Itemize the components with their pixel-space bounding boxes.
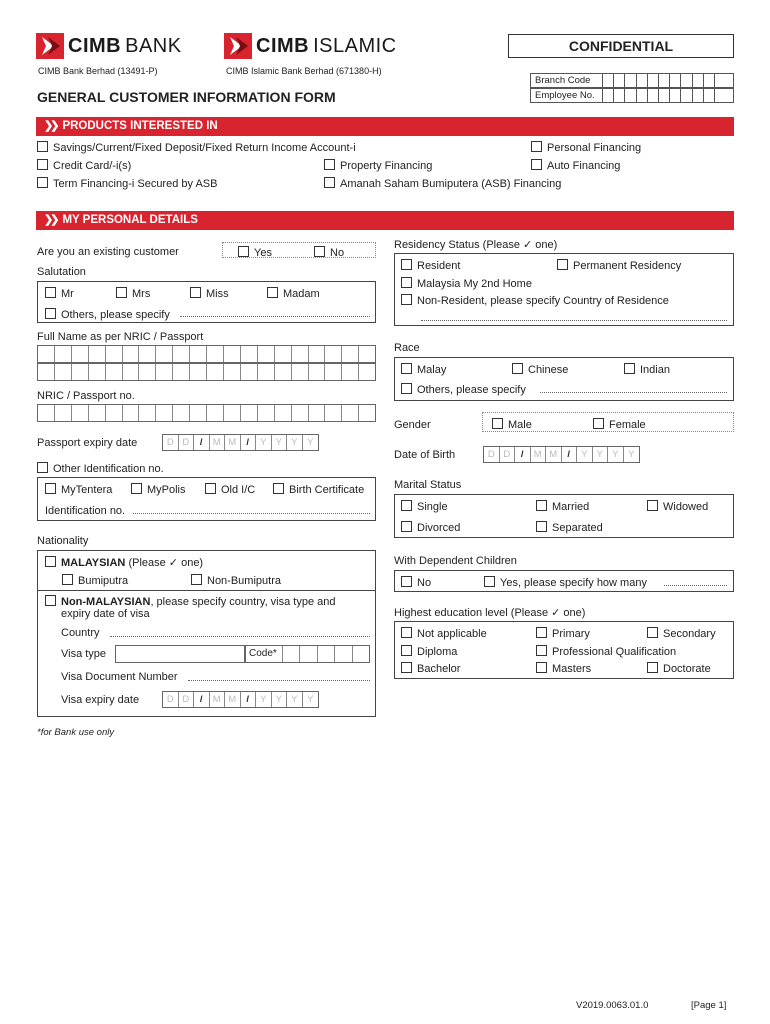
- non-malaysian-checkbox[interactable]: [45, 595, 336, 608]
- other-id-label: Other Identification no.: [53, 463, 164, 475]
- existing-customer-label: Are you an existing customer: [37, 246, 179, 258]
- race-others-checkbox[interactable]: [401, 383, 526, 396]
- date-cell: M: [546, 447, 562, 462]
- race-indian-checkbox[interactable]: [624, 363, 670, 376]
- other-id-checkbox[interactable]: [37, 462, 164, 475]
- marital-divorced-checkbox[interactable]: [401, 521, 460, 534]
- dob-label: Date of Birth: [394, 449, 456, 461]
- date-cell: Y: [307, 694, 314, 705]
- salutation-miss-checkbox[interactable]: [190, 287, 229, 300]
- date-cell: Y: [608, 447, 624, 462]
- marital-single-checkbox[interactable]: [401, 500, 448, 513]
- existing-no-checkbox[interactable]: [314, 246, 344, 259]
- nric-field[interactable]: [37, 404, 376, 422]
- branch-code-field[interactable]: [530, 73, 734, 88]
- gender-male-checkbox[interactable]: [492, 418, 532, 431]
- edu-item-label: Bachelor: [417, 663, 461, 675]
- dependent-count-line[interactable]: [664, 585, 727, 586]
- dependent-yes-checkbox[interactable]: [484, 576, 647, 589]
- personal-section-header: [36, 211, 734, 230]
- gender-female-checkbox[interactable]: [593, 418, 646, 431]
- edu-na-checkbox[interactable]: [401, 627, 487, 640]
- date-sep: /: [194, 692, 210, 707]
- visa-code-field[interactable]: [245, 645, 370, 663]
- dep-yes-label: Yes, please specify how many: [500, 577, 647, 589]
- passport-expiry-date[interactable]: [162, 434, 319, 451]
- edu-primary-checkbox[interactable]: [536, 627, 590, 640]
- passport-expiry-label: Passport expiry date: [37, 437, 138, 449]
- non-resident-label: Non-Resident, please specify Country of Residence: [417, 295, 669, 307]
- edu-item-label: Diploma: [417, 646, 458, 658]
- chevron-right-icon: ❯❯: [44, 120, 57, 132]
- date-cell: Y: [628, 449, 635, 460]
- salutation-label-item: Madam: [283, 288, 320, 300]
- date-cell: D: [163, 435, 179, 450]
- permanent-label: Permanent Residency: [573, 260, 682, 272]
- date-cell: Y: [256, 692, 272, 707]
- date-cell: M: [531, 447, 547, 462]
- date-cell: Y: [272, 435, 288, 450]
- id-type-label: MyPolis: [147, 484, 186, 496]
- branch-code-label: Branch Code: [531, 74, 603, 87]
- date-cell: M: [225, 435, 241, 450]
- product-checkbox-personal-financing[interactable]: [531, 141, 641, 154]
- full-name-label: Full Name as per NRIC / Passport: [37, 331, 204, 343]
- employee-no-field[interactable]: [530, 88, 734, 103]
- date-cell: D: [484, 447, 500, 462]
- visa-type-label: Visa type: [61, 648, 107, 660]
- salutation-label-item: Mrs: [132, 288, 151, 300]
- dep-no-label: No: [417, 577, 432, 589]
- edu-secondary-checkbox[interactable]: [647, 627, 716, 640]
- date-cell: M: [225, 692, 241, 707]
- edu-item-label: Secondary: [663, 628, 716, 640]
- marital-item-label: Married: [552, 501, 590, 513]
- date-cell: Y: [287, 435, 303, 450]
- product-checkbox-asb-financing[interactable]: [324, 177, 561, 190]
- employee-no-label: Employee No.: [531, 89, 603, 102]
- date-cell: D: [179, 435, 195, 450]
- marital-item-label: Separated: [552, 522, 603, 534]
- no-label: No: [330, 247, 345, 259]
- date-sep: /: [241, 435, 257, 450]
- non-bumiputra-label: Non-Bumiputra: [207, 575, 281, 587]
- marital-married-checkbox[interactable]: [536, 500, 589, 513]
- edu-masters-checkbox[interactable]: [536, 662, 591, 675]
- confidential-label: CONFIDENTIAL: [508, 34, 734, 58]
- product-label: Credit Card/-i(s): [53, 160, 132, 172]
- edu-item-label: Doctorate: [663, 663, 711, 675]
- dob-date[interactable]: [483, 446, 640, 463]
- salutation-label-item: Miss: [206, 288, 229, 300]
- marital-label: Marital Status: [394, 479, 462, 491]
- date-sep: /: [241, 692, 257, 707]
- product-checkbox-term-financing[interactable]: [37, 177, 217, 190]
- country-label: Country: [61, 627, 100, 639]
- personal-heading: MY PERSONAL DETAILS: [62, 214, 198, 226]
- edu-item-label: Primary: [552, 628, 590, 640]
- resident-checkbox[interactable]: [401, 259, 460, 272]
- id-type-label: Old I/C: [221, 484, 256, 496]
- salutation-madam-checkbox[interactable]: [267, 287, 320, 300]
- reg-cimb-islamic: CIMB Islamic Bank Berhad (671380-H): [226, 66, 382, 76]
- logo2-brand: CIMB: [256, 34, 310, 57]
- logo2-suffix: ISLAMIC: [313, 34, 397, 57]
- logo1-suffix: BANK: [125, 34, 182, 57]
- country-line[interactable]: [110, 636, 370, 637]
- education-label: Highest education level (Please ✓ one): [394, 607, 586, 619]
- visa-type-field[interactable]: [115, 645, 245, 663]
- resident-label: Resident: [417, 260, 461, 272]
- salutation-mr-checkbox[interactable]: [45, 287, 74, 300]
- id-type-label: MyTentera: [61, 484, 113, 496]
- product-label: Amanah Saham Bumiputera (ASB) Financing: [340, 178, 562, 190]
- male-label: Male: [508, 419, 532, 431]
- visa-expiry-label: Visa expiry date: [61, 694, 140, 706]
- edu-diploma-checkbox[interactable]: [401, 645, 457, 658]
- marital-item-label: Single: [417, 501, 448, 513]
- id-birth-cert-checkbox[interactable]: [273, 483, 364, 496]
- identification-no-line[interactable]: [133, 513, 370, 514]
- edu-doctorate-checkbox[interactable]: [647, 662, 711, 675]
- mm2h-label: Malaysia My 2nd Home: [417, 278, 532, 290]
- date-cell: Y: [272, 692, 288, 707]
- visa-doc-line[interactable]: [188, 680, 370, 681]
- cimb-logo-icon: [224, 33, 252, 59]
- version-label: V2019.0063.01.0: [576, 1000, 649, 1011]
- edu-bachelor-checkbox[interactable]: [401, 662, 460, 675]
- edu-item-label: Masters: [552, 663, 592, 675]
- dependent-label: With Dependent Children: [394, 555, 517, 567]
- date-cell: D: [500, 447, 516, 462]
- logo1-brand: CIMB: [68, 34, 122, 57]
- edu-item-label: Not applicable: [417, 628, 487, 640]
- visa-expiry-date[interactable]: [162, 691, 319, 708]
- edu-item-label: Professional Qualification: [552, 646, 677, 658]
- please-tick-label: (Please ✓ one): [128, 557, 204, 569]
- race-item-label: Indian: [640, 364, 670, 376]
- marital-item-label: Widowed: [663, 501, 709, 513]
- product-label: Term Financing-i Secured by ASB: [53, 178, 218, 190]
- country-residence-line[interactable]: [421, 320, 727, 321]
- date-cell: Y: [287, 692, 303, 707]
- female-label: Female: [609, 419, 646, 431]
- nric-label: NRIC / Passport no.: [37, 390, 135, 402]
- others-specify-label: Others, please specify: [61, 309, 170, 321]
- bank-use-note: *for Bank use only: [37, 727, 115, 738]
- gender-label: Gender: [394, 419, 431, 431]
- salutation-label: Salutation: [37, 266, 86, 278]
- malaysian-label: MALAYSIAN: [61, 557, 126, 569]
- id-type-label: Birth Certificate: [289, 484, 365, 496]
- salutation-label-item: Mr: [61, 288, 74, 300]
- product-checkbox-auto-financing[interactable]: [531, 159, 620, 172]
- existing-yes-checkbox[interactable]: [238, 246, 272, 259]
- date-cell: Y: [593, 447, 609, 462]
- race-others-label: Others, please specify: [417, 384, 526, 396]
- edu-professional-checkbox[interactable]: [536, 645, 676, 658]
- non-malaysian-label: Non-MALAYSIAN: [61, 596, 151, 608]
- page-number: [Page 1]: [691, 1000, 727, 1011]
- date-cell: D: [163, 692, 179, 707]
- cimb-logo-icon: [36, 33, 64, 59]
- race-chinese-checkbox[interactable]: [512, 363, 568, 376]
- date-cell: Y: [307, 437, 314, 448]
- chevron-right-icon: ❯❯: [44, 214, 57, 226]
- date-sep: /: [515, 447, 531, 462]
- bumiputra-label: Bumiputra: [78, 575, 129, 587]
- products-section-header: [36, 117, 734, 136]
- product-label: Savings/Current/Fixed Deposit/Fixed Return Income Account-i: [53, 142, 356, 154]
- nationality-label: Nationality: [37, 535, 89, 547]
- marital-separated-checkbox[interactable]: [536, 521, 603, 534]
- identification-no-label: Identification no.: [45, 505, 126, 517]
- visa-doc-label: Visa Document Number: [61, 671, 178, 683]
- marital-widowed-checkbox[interactable]: [647, 500, 708, 513]
- cimb-bank-logo: [36, 32, 182, 60]
- product-checkbox-property-financing[interactable]: [324, 159, 432, 172]
- form-title: GENERAL CUSTOMER INFORMATION FORM: [37, 89, 336, 105]
- product-checkbox-savings[interactable]: [37, 141, 356, 154]
- date-sep: /: [562, 447, 578, 462]
- date-cell: Y: [577, 447, 593, 462]
- full-name-row1[interactable]: [37, 345, 376, 363]
- dependent-no-checkbox[interactable]: [401, 576, 431, 589]
- code-label: Code*: [246, 646, 283, 662]
- nationality-divider: [37, 590, 376, 591]
- id-mypolis-checkbox[interactable]: [131, 483, 186, 496]
- salutation-mrs-checkbox[interactable]: [116, 287, 150, 300]
- permanent-residency-checkbox[interactable]: [557, 259, 681, 272]
- id-oldic-checkbox[interactable]: [205, 483, 255, 496]
- products-heading: PRODUCTS INTERESTED IN: [62, 120, 218, 132]
- residency-label: Residency Status (Please ✓ one): [394, 239, 558, 251]
- product-label: Property Financing: [340, 160, 433, 172]
- race-item-label: Chinese: [528, 364, 569, 376]
- full-name-row2[interactable]: [37, 363, 376, 381]
- non-malaysian-desc: , please specify country, visa type and: [150, 596, 336, 608]
- race-label: Race: [394, 342, 420, 354]
- race-malay-checkbox[interactable]: [401, 363, 446, 376]
- mm2h-checkbox[interactable]: [401, 277, 532, 290]
- non-malaysian-desc2: expiry date of visa: [61, 608, 150, 620]
- malaysian-checkbox[interactable]: [45, 556, 203, 569]
- race-item-label: Malay: [417, 364, 447, 376]
- product-label: Personal Financing: [547, 142, 642, 154]
- reg-cimb-bank: CIMB Bank Berhad (13491-P): [38, 66, 158, 76]
- date-cell: M: [210, 692, 226, 707]
- product-checkbox-credit-card[interactable]: [37, 159, 131, 172]
- cimb-islamic-logo: [224, 32, 397, 60]
- yes-label: Yes: [254, 247, 272, 259]
- date-cell: Y: [256, 435, 272, 450]
- salutation-others-checkbox[interactable]: [45, 308, 170, 321]
- date-sep: /: [194, 435, 210, 450]
- race-others-line[interactable]: [540, 392, 727, 393]
- bumiputra-checkbox[interactable]: [62, 574, 128, 587]
- non-bumiputra-checkbox[interactable]: [191, 574, 281, 587]
- date-cell: D: [179, 692, 195, 707]
- product-label: Auto Financing: [547, 160, 621, 172]
- id-mytentera-checkbox[interactable]: [45, 483, 112, 496]
- salutation-others-line[interactable]: [180, 316, 370, 317]
- non-resident-checkbox[interactable]: [401, 294, 669, 307]
- marital-item-label: Divorced: [417, 522, 461, 534]
- date-cell: M: [210, 435, 226, 450]
